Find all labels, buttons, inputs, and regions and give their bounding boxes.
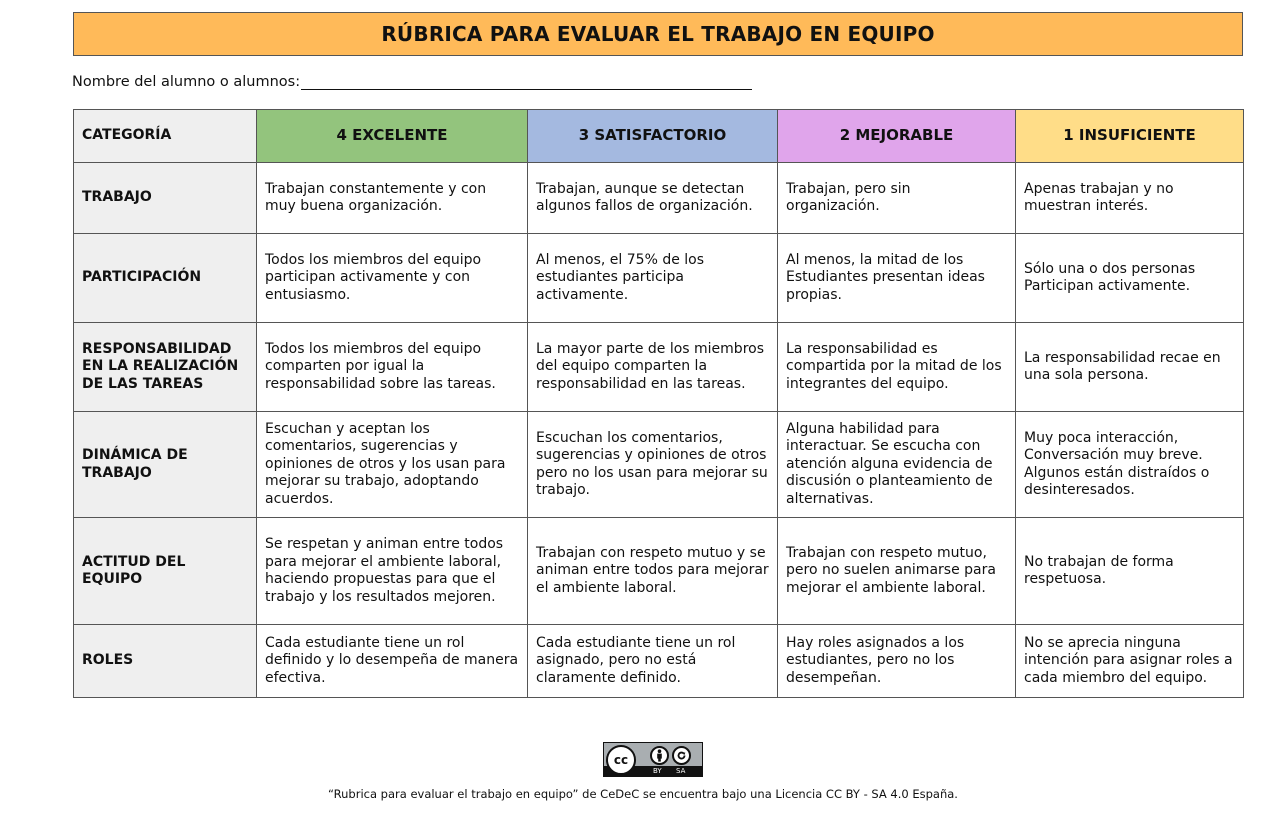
table-row: [74, 412, 1244, 518]
row-category: ROLES: [74, 625, 257, 698]
cell-level-3: Trabajan con respeto mutuo y se animan entre todos para mejorar el ambiente laboral.: [528, 518, 778, 625]
by-label: BY: [653, 767, 662, 775]
table-row: [74, 163, 1244, 234]
table-row: [74, 625, 1244, 698]
row-category: DINÁMICA DE TRABAJO: [74, 412, 257, 518]
sa-label: SA: [676, 767, 686, 775]
attribution-icon: [650, 746, 669, 765]
cell-level-4: Trabajan constantemente y con muy buena organización.: [257, 163, 528, 234]
table-row: [74, 234, 1244, 323]
cell-level-2: Trabajan, pero sin organización.: [778, 163, 1016, 234]
cell-level-3: Trabajan, aunque se detectan algunos fallos de organización.: [528, 163, 778, 234]
row-category: TRABAJO: [74, 163, 257, 234]
header-level-1: 1 INSUFICIENTE: [1016, 110, 1244, 163]
table-row: [74, 518, 1244, 625]
header-level-3: 3 SATISFACTORIO: [528, 110, 778, 163]
student-name-line: [72, 74, 752, 90]
header-level-2: 2 MEJORABLE: [778, 110, 1016, 163]
cell-level-2: Trabajan con respeto mutuo, pero no suelen animarse para mejorar el ambiente laboral.: [778, 518, 1016, 625]
cell-level-4: Todos los miembros del equipo participan activamente y con entusiasmo.: [257, 234, 528, 323]
cell-level-4: Se respetan y animan entre todos para mejorar el ambiente laboral, haciendo propuestas para que el trabajo y los resultados mejoren.: [257, 518, 528, 625]
header-category: CATEGORÍA: [74, 110, 257, 163]
license-footer: “Rubrica para evaluar el trabajo en equipo” de CeDeC se encuentra bajo una Licencia CC BY - SA 4.0 España.: [328, 787, 958, 801]
row-category: RESPONSABILIDAD EN LA REALIZACIÓN DE LAS TAREAS: [74, 323, 257, 412]
cell-level-1: No trabajan de forma respetuosa.: [1016, 518, 1244, 625]
header-row: [74, 110, 1244, 163]
rubric-table: [73, 109, 1244, 698]
page-title: RÚBRICA PARA EVALUAR EL TRABAJO EN EQUIPO: [73, 12, 1243, 56]
cell-level-1: Sólo una o dos personas Participan activamente.: [1016, 234, 1244, 323]
cell-level-4: Cada estudiante tiene un rol definido y lo desempeña de manera efectiva.: [257, 625, 528, 698]
cell-level-3: La mayor parte de los miembros del equipo comparten la responsabilidad en las tareas.: [528, 323, 778, 412]
cell-level-2: Al menos, la mitad de los Estudiantes presentan ideas propias.: [778, 234, 1016, 323]
row-category: PARTICIPACIÓN: [74, 234, 257, 323]
student-name-blank: [301, 74, 752, 90]
header-level-4: 4 EXCELENTE: [257, 110, 528, 163]
cell-level-1: Muy poca interacción, Conversación muy breve. Algunos están distraídos o desinteresados.: [1016, 412, 1244, 518]
cell-level-2: Hay roles asignados a los estudiantes, pero no los desempeñan.: [778, 625, 1016, 698]
share-alike-icon: [672, 746, 691, 765]
cell-level-2: Alguna habilidad para interactuar. Se escucha con atención alguna evidencia de discusión o planteamiento de alternativas.: [778, 412, 1016, 518]
cc-icon: cc: [606, 745, 636, 775]
cell-level-1: Apenas trabajan y no muestran interés.: [1016, 163, 1244, 234]
cc-by-sa-icon[interactable]: [603, 742, 703, 777]
cell-level-1: La responsabilidad recae en una sola persona.: [1016, 323, 1244, 412]
table-row: [74, 323, 1244, 412]
cell-level-3: Al menos, el 75% de los estudiantes participa activamente.: [528, 234, 778, 323]
cell-level-1: No se aprecia ninguna intención para asignar roles a cada miembro del equipo.: [1016, 625, 1244, 698]
cell-level-4: Escuchan y aceptan los comentarios, sugerencias y opiniones de otros y los usan para mejorar su trabajo, adoptando acuerdos.: [257, 412, 528, 518]
row-category: ACTITUD DEL EQUIPO: [74, 518, 257, 625]
cell-level-2: La responsabilidad es compartida por la mitad de los integrantes del equipo.: [778, 323, 1016, 412]
cell-level-3: Escuchan los comentarios, sugerencias y opiniones de otros pero no los usan para mejorar su trabajo.: [528, 412, 778, 518]
cell-level-3: Cada estudiante tiene un rol asignado, pero no está claramente definido.: [528, 625, 778, 698]
student-name-label: Nombre del alumno o alumnos:: [72, 74, 301, 90]
cell-level-4: Todos los miembros del equipo comparten por igual la responsabilidad sobre las tareas.: [257, 323, 528, 412]
